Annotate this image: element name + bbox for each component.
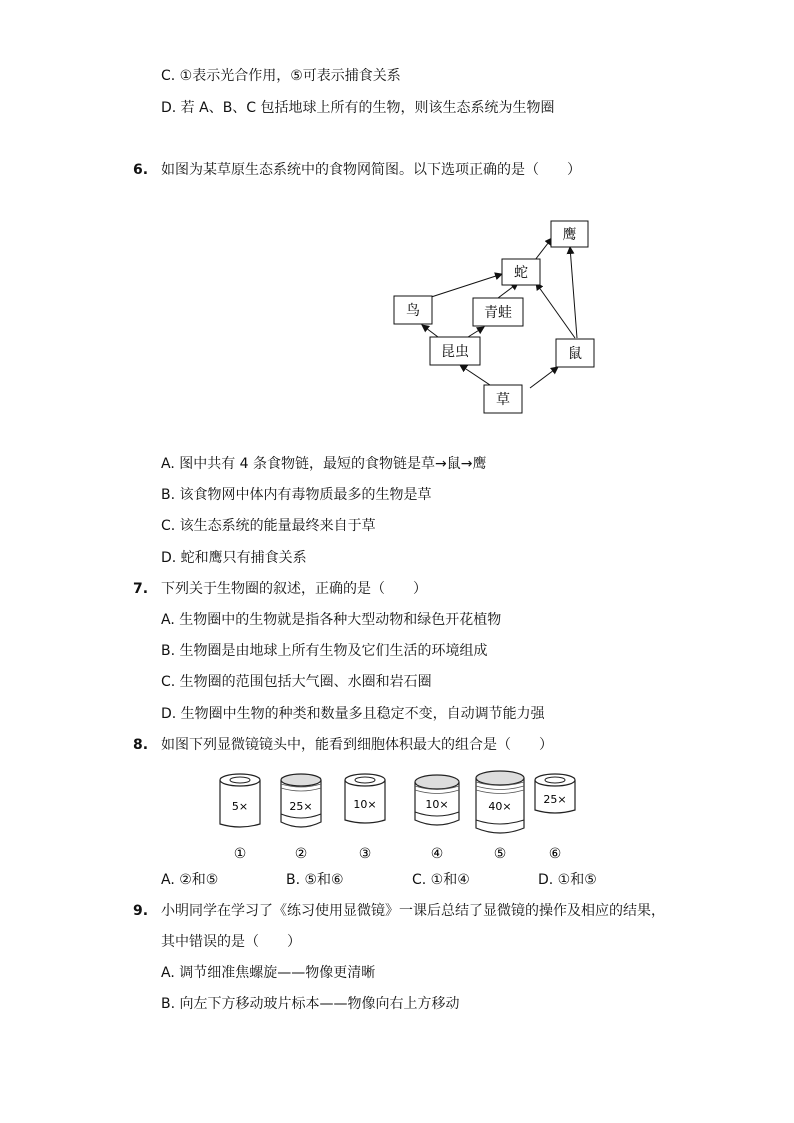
lens-label-4: ④ bbox=[430, 846, 444, 862]
svg-text:25×: 25× bbox=[289, 800, 313, 813]
arrow-kunchong-qingwa bbox=[468, 327, 484, 337]
q6-option-a: A. 图中共有 4 条食物链，最短的食物链是草→鼠→鹰 bbox=[161, 456, 487, 472]
q8-option-b: B. ⑤和⑥ bbox=[286, 872, 344, 888]
q7-option-b: B. 生物圈是由地球上所有生物及它们生活的环境组成 bbox=[161, 643, 488, 659]
q7-stem: 下列关于生物圈的叙述，正确的是（ ） bbox=[161, 581, 427, 597]
arrow-shu-she bbox=[536, 283, 575, 338]
q8-option-a: A. ②和⑤ bbox=[161, 872, 219, 888]
svg-text:鸟: 鸟 bbox=[406, 303, 420, 319]
node-ying bbox=[551, 221, 588, 247]
lens-label-3: ③ bbox=[358, 846, 372, 862]
svg-text:40×: 40× bbox=[488, 800, 512, 813]
q9-stem-line1: 小明同学在学习了《练习使用显微镜》一课后总结了显微镜的操作及相应的结果， bbox=[161, 903, 665, 919]
q9-stem-line2: 其中错误的是（ ） bbox=[161, 934, 301, 950]
q8-option-c: C. ①和④ bbox=[412, 872, 470, 888]
q7-number: 7. bbox=[133, 581, 149, 597]
node-kunchong bbox=[430, 337, 480, 365]
lens-label-1: ① bbox=[233, 846, 247, 862]
arrow-cao-kunchong bbox=[460, 365, 490, 385]
q9-option-b: B. 向左下方移动玻片标本——物像向右上方移动 bbox=[161, 996, 460, 1012]
lens-5 bbox=[476, 771, 524, 833]
q7-option-c: C. 生物圈的范围包括大气圈、水圈和岩石圈 bbox=[161, 674, 432, 690]
arrow-she-ying bbox=[535, 238, 552, 260]
q5-option-c: C. ①表示光合作用，⑤可表示捕食关系 bbox=[161, 68, 401, 84]
svg-text:昆虫: 昆虫 bbox=[441, 344, 469, 360]
node-niao bbox=[394, 296, 432, 324]
q7-option-d: D. 生物圈中生物的种类和数量多且稳定不变，自动调节能力强 bbox=[161, 706, 545, 722]
svg-text:青蛙: 青蛙 bbox=[484, 305, 512, 321]
arrow-cao-shu bbox=[530, 367, 558, 388]
arrow-shu-ying bbox=[570, 247, 577, 338]
svg-text:草: 草 bbox=[496, 392, 510, 408]
q6-option-d: D. 蛇和鹰只有捕食关系 bbox=[161, 550, 307, 566]
q8-stem: 如图下列显微镜镜头中，能看到细胞体积最大的组合是（ ） bbox=[161, 737, 553, 753]
svg-text:鼠: 鼠 bbox=[568, 346, 582, 362]
node-shu bbox=[556, 339, 594, 367]
node-cao bbox=[484, 385, 522, 413]
food-web-diagram bbox=[380, 210, 620, 420]
q8-number: 8. bbox=[133, 737, 149, 753]
lens-6 bbox=[535, 774, 575, 813]
arrow-niao-she bbox=[422, 274, 502, 300]
node-qingwa bbox=[473, 298, 523, 326]
svg-text:25×: 25× bbox=[543, 793, 567, 806]
svg-text:鹰: 鹰 bbox=[562, 227, 577, 243]
q6-number: 6. bbox=[133, 162, 149, 178]
q7-option-a: A. 生物圈中的生物就是指各种大型动物和绿色开花植物 bbox=[161, 612, 502, 628]
svg-text:5×: 5× bbox=[231, 800, 249, 813]
lens-label-2: ② bbox=[294, 846, 308, 862]
lens-label-6: ⑥ bbox=[548, 846, 562, 862]
svg-text:10×: 10× bbox=[425, 798, 449, 811]
lens-label-5: ⑤ bbox=[493, 846, 507, 862]
q5-option-d: D. 若 A、B、C 包括地球上所有的生物，则该生态系统为生物圈 bbox=[161, 100, 555, 116]
q9-number: 9. bbox=[133, 903, 149, 919]
arrow-kunchong-niao bbox=[422, 325, 438, 337]
q8-option-d: D. ①和⑤ bbox=[538, 872, 597, 888]
q9-option-a: A. 调节细准焦螺旋——物像更清晰 bbox=[161, 965, 376, 981]
svg-text:10×: 10× bbox=[353, 798, 377, 811]
lens-1 bbox=[220, 774, 260, 827]
svg-text:蛇: 蛇 bbox=[514, 265, 528, 281]
q6-option-b: B. 该食物网中体内有毒物质最多的生物是草 bbox=[161, 487, 432, 503]
lens-4 bbox=[415, 775, 459, 825]
lens-3 bbox=[345, 774, 385, 823]
microscope-lenses-figure bbox=[210, 768, 600, 866]
q6-stem: 如图为某草原生态系统中的食物网简图。以下选项正确的是（ ） bbox=[161, 162, 581, 178]
q6-option-c: C. 该生态系统的能量最终来自于草 bbox=[161, 518, 376, 534]
node-she bbox=[502, 259, 540, 285]
lens-2 bbox=[281, 774, 321, 827]
